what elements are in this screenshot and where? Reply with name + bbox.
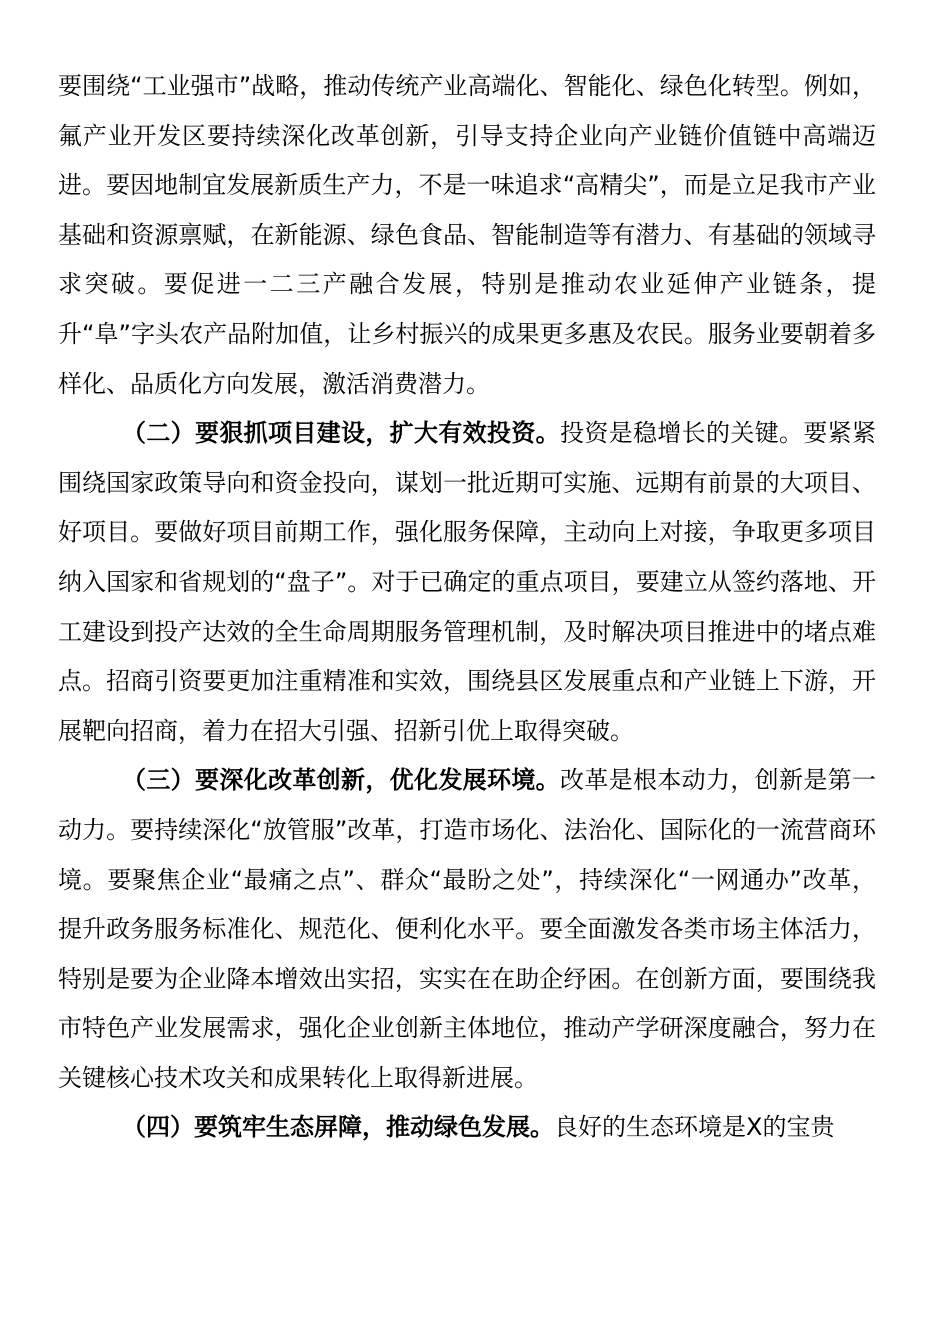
section-heading: （二）要狠抓项目建设，扩大有效投资。 <box>122 419 560 448</box>
document-page <box>58 62 876 1153</box>
section-heading: （三）要深化改革创新，优化发展环境。 <box>122 766 560 795</box>
paragraph-body: 良好的生态环境是X的宝贵 <box>554 1113 835 1142</box>
paragraph-body: 要围绕“工业强市”战略，推动传统产业高端化、智能化、绿色化转型。例如，氟产业开发区要持续深化改革创新，引导支持企业向产业链价值链中高端迈进。要因地制宜发展新质生产力，不是一味追求“高精尖”，而是立足我市产业基础和资源禀赋，在新能源、绿色食品、智能制造等有潜力、有基础的领域寻求突破。要促进一二三产融合发展，特别是推动农业延伸产业链条，提升“阜”字头农产品附加值，让乡村振兴的成果更多惠及农民。服务业要朝着多样化、品质化方向发展，激活消费潜力。 <box>58 72 876 398</box>
paragraph-industry <box>58 62 876 409</box>
paragraph-reform <box>58 756 876 1103</box>
paragraph-body: 改革是根本动力，创新是第一动力。要持续深化“放管服”改革，打造市场化、法治化、国际化的一流营商环境。要聚焦企业“最痛之点”、群众“最盼之处”，持续深化“一网通办”改革，提升政务服务标准化、规范化、便利化水平。要全面激发各类市场主体活力，特别是要为企业降本增效出实招，实实在在助企纾困。在创新方面，要围绕我市特色产业发展需求，强化企业创新主体地位，推动产学研深度融合，努力在关键核心技术攻关和成果转化上取得新进展。 <box>58 766 876 1092</box>
paragraph-body: 投资是稳增长的关键。要紧紧围绕国家政策导向和资金投向，谋划一批近期可实施、远期有前景的大项目、好项目。要做好项目前期工作，强化服务保障，主动向上对接，争取更多项目纳入国家和省规划的“盘子”。对于已确定的重点项目，要建立从签约落地、开工建设到投产达效的全生命周期服务管理机制，及时解决项目推进中的堵点难点。招商引资要更加注重精准和实效，围绕县区发展重点和产业链上下游，开展靶向招商，着力在招大引强、招新引优上取得突破。 <box>58 419 876 745</box>
section-heading: （四）要筑牢生态屏障，推动绿色发展。 <box>122 1113 554 1142</box>
paragraph-investment <box>58 409 876 756</box>
paragraph-ecology <box>58 1103 876 1153</box>
